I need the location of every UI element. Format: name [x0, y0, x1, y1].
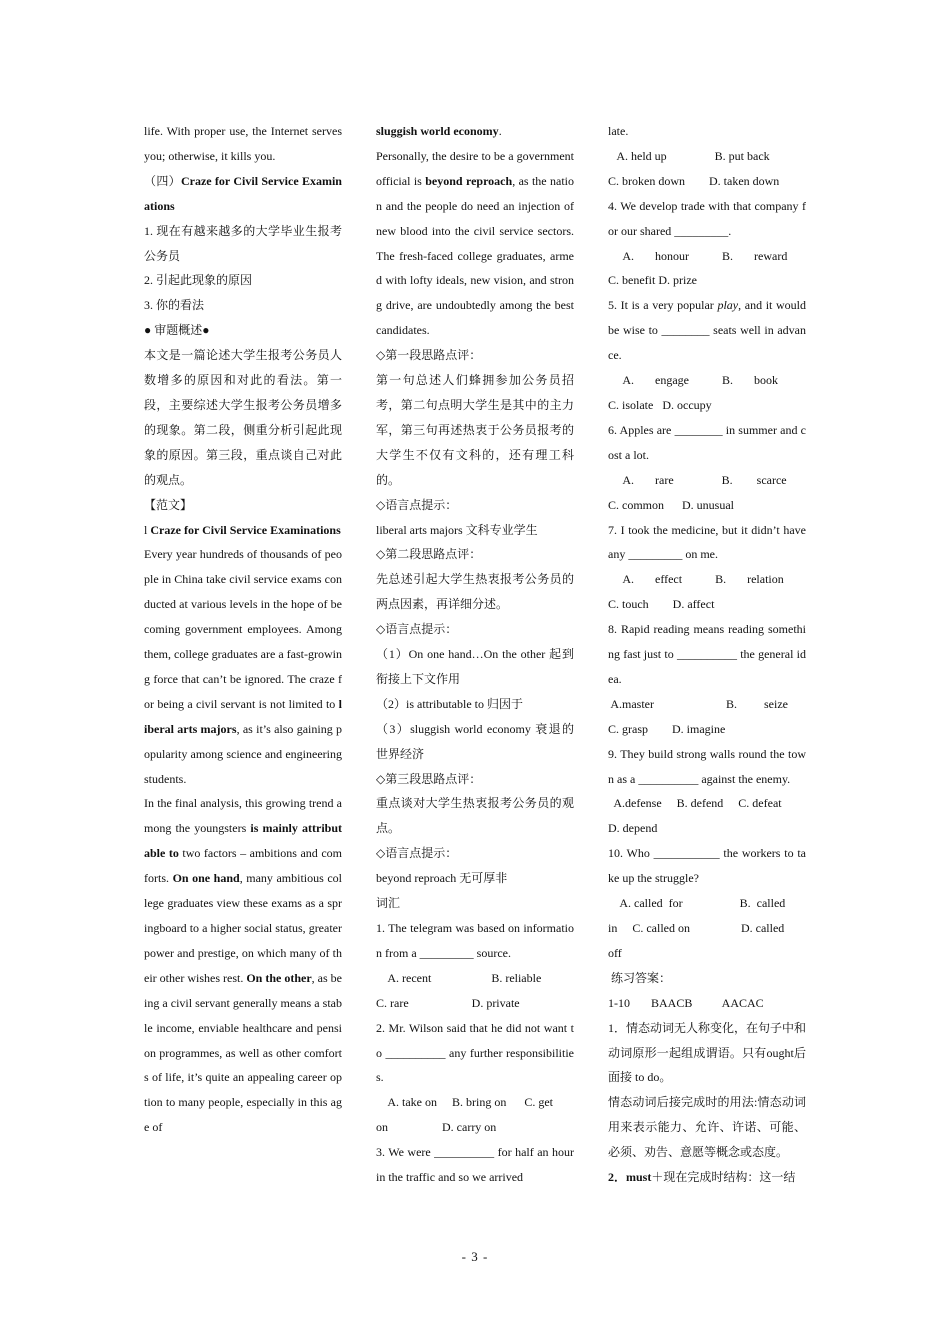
paragraph: [144, 119, 342, 169]
paragraph: [376, 1140, 574, 1190]
text-run: life. With proper use, the Internet serves you; otherwise, it kills you.: [144, 124, 342, 163]
paragraph: [376, 642, 574, 692]
paragraph: [144, 219, 342, 269]
text-run: 10. Who ___________ the workers to take up the struggle?: [608, 846, 806, 886]
paragraph: [144, 493, 342, 518]
paragraph: [376, 368, 574, 493]
paragraph: [376, 617, 574, 642]
paragraph: [608, 692, 806, 717]
text-run: ◇语言点提示：: [376, 622, 458, 637]
paragraph: [608, 717, 806, 742]
text-run: 2. 引起此现象的原因: [144, 273, 253, 288]
text-run: , as the nation and the people do need an injection of new blood into the civil service sectors. The fresh-faced college graduates, armed with lofty ideals, new vision, and strong drive, are undoubtedly among the best candidates.: [376, 173, 575, 338]
text-run: sluggish world economy: [376, 124, 499, 138]
text-run: 情态动词后接完成时的用法:情态动词用来表示能力、允许、许诺、可能、必须、劝告、意愿等概念或态度。: [608, 1095, 806, 1160]
paragraph: [608, 493, 806, 518]
paragraph: [376, 542, 574, 567]
paragraph: [376, 891, 574, 916]
text-run: 2. Mr. Wilson said that he did not want to __________ any further responsibilities.: [376, 1020, 574, 1085]
text-run: C. common D. unusual: [608, 497, 734, 512]
paragraph: [608, 468, 806, 493]
paragraph: [608, 194, 806, 244]
text-run: ◇语言点提示：: [376, 497, 458, 512]
text-run: 练习答案：: [608, 970, 672, 985]
paragraph: [376, 1090, 574, 1115]
paragraph: [144, 343, 342, 492]
text-run: two factors – ambitions and comforts.: [144, 846, 342, 886]
paragraph: [608, 816, 806, 841]
text-run: Craze for Civil Service Examinations: [144, 173, 342, 213]
text-run: liberal arts majors 文科专业学生: [376, 522, 538, 537]
text-run: C. rare D. private: [376, 995, 520, 1010]
paragraph: [376, 966, 574, 991]
text-run: A. recent B. reliable: [376, 970, 542, 985]
text-run: , as it’s also gaining popularity among science and engineering students.: [144, 721, 342, 786]
text-run: ＋现在完成时结构：这一结: [651, 1170, 796, 1185]
text-run: ● 审题概述●: [144, 323, 210, 338]
text-run: 1. The telegram was based on information from a _________ source.: [376, 921, 574, 960]
text-run: .: [498, 124, 502, 138]
paragraph: [376, 343, 574, 368]
text-run: On the other: [246, 970, 312, 985]
text-run: 4. We develop trade with that company for our shared _________.: [608, 198, 806, 238]
text-run: beyond reproach: [425, 173, 513, 188]
paragraph: [608, 244, 806, 269]
paragraph: [376, 841, 574, 866]
paragraph: [376, 791, 574, 841]
text-run: 2．must: [608, 1170, 652, 1185]
paragraph: [376, 1115, 574, 1140]
paragraph: [376, 991, 574, 1016]
text-run: liberal arts majors: [144, 696, 342, 736]
paragraph: [376, 717, 574, 767]
paragraph: [608, 1090, 806, 1165]
text-run: （1）On one hand…On the other 起到衔接上下文作用: [376, 647, 574, 686]
text-run: play: [717, 298, 739, 313]
paragraph: [376, 518, 574, 543]
text-run: On one hand: [172, 871, 240, 886]
paragraph: [376, 767, 574, 792]
text-run: A. held up B. put back: [608, 148, 770, 163]
text-run: C. touch D. affect: [608, 597, 715, 612]
text-run: 词汇: [376, 896, 401, 911]
text-run: 1-10 BAACB AACAC: [608, 995, 764, 1010]
paragraph: [608, 592, 806, 617]
text-run: 3. 你的看法: [144, 298, 205, 313]
paragraph: [376, 119, 574, 144]
text-run: A.master B. seize: [608, 696, 788, 711]
column-left: [144, 119, 342, 1140]
paragraph: [144, 318, 342, 343]
paragraph: [608, 617, 806, 692]
paragraph: [608, 1165, 806, 1190]
paragraph: [608, 418, 806, 468]
paragraph: [608, 518, 806, 568]
text-run: Every year hundreds of thousands of people in China take civil service exams conducted at various levels in the hope of becoming government employees. Among them, college graduates are a fast-growing force that can’t be ignored. The craze for being a civil servant is not limited to: [144, 547, 342, 711]
text-run: l: [144, 522, 151, 537]
text-run: ◇第一段思路点评：: [376, 348, 482, 363]
paragraph: [608, 916, 806, 941]
text-run: A. rare B. scarce: [608, 472, 787, 487]
text-run: C. benefit D. prize: [608, 273, 697, 288]
paragraph: [608, 742, 806, 792]
text-run: C. broken down D. taken down: [608, 173, 780, 188]
text-run: （3）sluggish world economy 衰退的世界经济: [376, 721, 574, 761]
paragraph: [608, 891, 806, 916]
text-run: 7. I took the medicine, but it didn’t have any _________ on me.: [608, 522, 806, 562]
text-run: 本文是一篇论述大学生报考公务员人数增多的原因和对此的看法。第一段，主要综述大学生报考公务员增多的现象。第二段，侧重分析引起此现象的原因。第三段，重点谈自己对此的观点。: [144, 348, 342, 487]
paragraph: [608, 393, 806, 418]
text-run: 【范文】: [144, 497, 193, 512]
paragraph: [144, 169, 342, 219]
text-run: off: [608, 945, 622, 960]
text-run: In the final analysis, this growing trend among the youngsters: [144, 796, 342, 836]
paragraph: [144, 791, 342, 1140]
paragraph: [144, 293, 342, 318]
paragraph: [608, 791, 806, 816]
text-run: A. called for B. called: [608, 896, 786, 911]
text-run: 8. Rapid reading means reading something fast just to __________ the general idea.: [608, 622, 806, 686]
text-run: 先总述引起大学生热衷报考公务员的两点因素，再详细分述。: [376, 572, 574, 612]
text-run: Personally, the desire to be a government official is: [376, 148, 574, 188]
paragraph: [608, 966, 806, 991]
text-run: 重点谈对大学生热衷报考公务员的观点。: [376, 796, 574, 836]
text-run: in C. called on D. called: [608, 921, 785, 935]
paragraph: [376, 866, 574, 891]
paragraph: [144, 268, 342, 293]
paragraph: [144, 542, 342, 791]
paragraph: [608, 144, 806, 169]
text-run: late.: [608, 124, 629, 138]
paragraph: [608, 169, 806, 194]
paragraph: [608, 991, 806, 1016]
text-run: C. grasp D. imagine: [608, 721, 726, 736]
paragraph: [608, 1016, 806, 1091]
text-run: A.defense B. defend C. defeat: [608, 796, 782, 811]
text-run: A. engage B. book: [608, 373, 778, 388]
text-run: 3. We were __________ for half an hour in the traffic and so we arrived: [376, 1145, 574, 1185]
text-run: 1．情态动词无人称变化，在句子中和动词原形一起组成谓语。只有ought后面接 to do。: [608, 1020, 807, 1085]
paragraph: [608, 567, 806, 592]
text-run: （2）is attributable to 归因于: [376, 696, 523, 711]
text-run: A. effect B. relation: [608, 572, 784, 587]
paragraph: [608, 293, 806, 368]
paragraph: [608, 268, 806, 293]
text-run: , as being a civil servant generally means a stable income, enviable healthcare and pension programmes, as well as other comforts of life, it’s quite an appealing career option to many people, especially in this age of: [144, 970, 343, 1135]
text-run: , and it would be wise to ________ seats well in advance.: [608, 298, 806, 363]
text-run: ◇第二段思路点评：: [376, 547, 482, 562]
column-middle: [376, 119, 574, 1190]
paragraph: [376, 1016, 574, 1091]
text-run: A. honour B. reward: [608, 248, 788, 263]
text-run: （四）: [144, 173, 181, 188]
paragraph: [608, 368, 806, 393]
column-right: [608, 119, 806, 1190]
paragraph: [608, 841, 806, 891]
text-run: beyond reproach 无可厚非: [376, 871, 508, 886]
paragraph: [376, 144, 574, 343]
text-run: , many ambitious college graduates view these exams as a springboard to a higher social status, greater power and prestige, on which many of their other wishes rest.: [144, 871, 343, 985]
paragraph: [608, 941, 806, 966]
text-run: 9. They build strong walls round the town as a __________ against the enemy.: [608, 746, 806, 786]
text-run: is mainly attributable to: [144, 821, 342, 861]
text-run: 第一句总述人们蜂拥参加公务员招考，第二句点明大学生是其中的主力军，第三句再述热衷于公务员报考的大学生不仅有文科的，还有理工科的。: [376, 373, 574, 487]
text-run: ◇第三段思路点评：: [376, 771, 482, 786]
text-run: D. depend: [608, 821, 658, 836]
paragraph: [608, 119, 806, 144]
text-run: 1. 现在有越来越多的大学毕业生报考公务员: [144, 223, 342, 263]
text-run: on D. carry on: [376, 1120, 497, 1135]
text-run: 6. Apples are ________ in summer and cost a lot.: [608, 422, 806, 462]
text-run: A. take on B. bring on C. get: [376, 1095, 553, 1110]
paragraph: [144, 518, 342, 543]
paragraph: [376, 916, 574, 966]
text-run: 5. It is a very popular: [608, 298, 718, 313]
paragraph: [376, 567, 574, 617]
paragraph: [376, 692, 574, 717]
paragraph: [376, 493, 574, 518]
text-run: C. isolate D. occupy: [608, 397, 712, 412]
page-number: - 3 -: [461, 1249, 489, 1264]
text-run: Craze for Civil Service Examinations: [150, 522, 341, 537]
text-run: ◇语言点提示：: [376, 846, 458, 861]
